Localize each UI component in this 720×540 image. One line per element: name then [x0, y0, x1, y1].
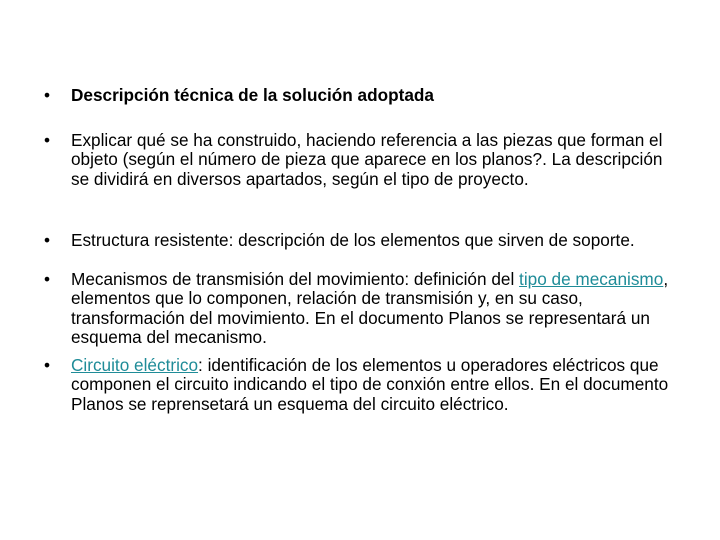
section-heading: Descripción técnica de la solución adoptada: [71, 85, 434, 105]
structure-item: Estructura resistente: descripción de los elementos que sirven de soporte.: [71, 230, 635, 250]
mechanism-item: [71, 270, 694, 347]
bullet-heading: [44, 86, 684, 105]
mechanism-text-after: , elementos que lo componen, relación de transmisión y, en su caso, transformación del movimiento. En el documento Planos se representará un esquema del mecanismo.: [71, 269, 669, 347]
bullet-marker: •: [44, 85, 51, 105]
circuit-item: [71, 356, 684, 414]
mechanism-type-link[interactable]: tipo de mecanismo: [519, 269, 664, 289]
intro-paragraph: Explicar qué se ha construido, haciendo referencia a las piezas que forman el objeto (según el número de pieza que aparece en los planos?. La descripción se dividirá en diversos apartados, según el tipo de proyecto.: [71, 130, 663, 189]
bullet-marker: •: [44, 269, 51, 289]
circuit-link[interactable]: Circuito eléctrico: [71, 355, 199, 375]
bullet-marker: •: [44, 355, 51, 375]
bullet-circuit: [44, 356, 684, 414]
bullet-marker: •: [44, 130, 51, 150]
bullet-intro: [44, 131, 684, 189]
mechanism-text-before: Mecanismos de transmisión del movimiento: definición del: [71, 269, 520, 289]
bullet-structure: [44, 231, 684, 250]
bullet-marker: •: [44, 230, 51, 250]
circuit-text-after: : identificación de los elementos u operadores eléctricos que componen el circuito indicando el tipo de conxión entre ellos. En el documento Planos se reprensetará un esquema del circuito eléctrico.: [71, 355, 669, 414]
bullet-mechanism: [44, 270, 694, 347]
